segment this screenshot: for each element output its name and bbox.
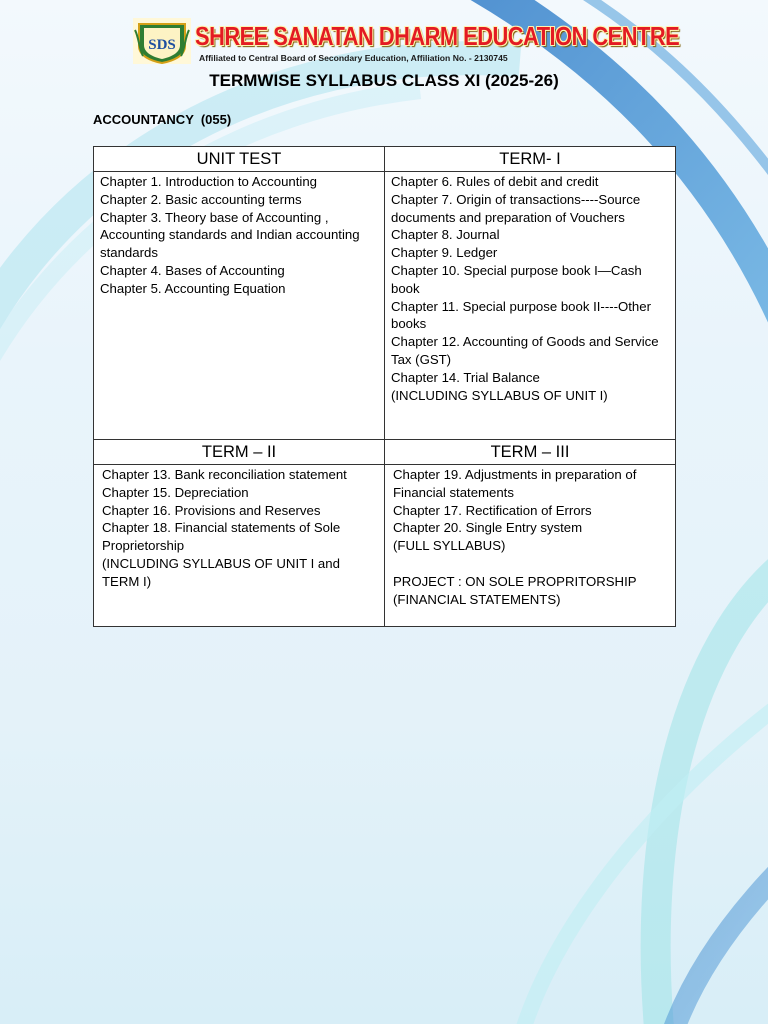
school-name: SHREE SANATAN DHARM EDUCATION CENTRE xyxy=(195,21,680,51)
list-item: Chapter 18. Financial statements of Sole Proprietorship xyxy=(102,520,341,554)
list-item: Chapter 20. Single Entry system xyxy=(393,520,583,536)
table-header-row xyxy=(94,147,676,172)
table-header-row xyxy=(94,440,676,465)
term-3-cell xyxy=(385,465,676,627)
list-item: Chapter 8. Journal xyxy=(391,227,500,243)
list-item: Chapter 17. Rectification of Errors xyxy=(393,502,592,518)
list-item: Chapter 1. Introduction to Accounting xyxy=(100,174,318,189)
term-2-cell xyxy=(94,465,385,627)
list-item: (INCLUDING SYLLABUS OF UNIT I and TERM I) xyxy=(102,555,340,589)
list-item: Chapter 13. Bank reconciliation statement xyxy=(102,467,347,482)
school-logo xyxy=(133,18,191,64)
list-item: Chapter 16. Provisions and Reserves xyxy=(102,502,321,518)
syllabus-table xyxy=(93,146,676,627)
school-header xyxy=(133,18,680,64)
affiliation-line: Affiliated to Central Board of Secondary Education, Affiliation No. - 2130745 xyxy=(199,53,508,63)
header-unit-test: UNIT TEST xyxy=(94,147,385,172)
document-title: TERMWISE SYLLABUS CLASS XI (2025-26) xyxy=(209,71,559,90)
list-item: Chapter 3. Theory base of Accounting , Accounting standards and Indian accounting standards xyxy=(100,209,360,261)
header-term-2: TERM – II xyxy=(94,440,385,465)
list-item: Chapter 7. Origin of transactions----Source documents and preparation of Vouchers xyxy=(391,191,641,225)
term-1-cell xyxy=(385,172,676,440)
list-item: Chapter 4. Bases of Accounting xyxy=(100,262,285,278)
table-row xyxy=(94,465,676,627)
list-item: Chapter 6. Rules of debit and credit xyxy=(391,174,599,189)
list-item: Chapter 11. Special purpose book II----Other books xyxy=(391,298,651,332)
list-item: Chapter 14. Trial Balance xyxy=(391,369,540,385)
blank-line xyxy=(393,555,669,573)
subject-heading: ACCOUNTANCY (055) xyxy=(93,112,232,127)
list-item: Chapter 9. Ledger xyxy=(391,245,498,261)
project-line: (FINANCIAL STATEMENTS) xyxy=(393,591,561,607)
list-item: (INCLUDING SYLLABUS OF UNIT I) xyxy=(391,387,608,403)
unit-test-cell xyxy=(94,172,385,440)
list-item: Chapter 10. Special purpose book I—Cash book xyxy=(391,262,642,296)
list-item: Chapter 19. Adjustments in preparation of Financial statements xyxy=(393,467,637,500)
project-line: PROJECT : ON SOLE PROPRITORSHIP xyxy=(393,573,637,589)
list-item: Chapter 12. Accounting of Goods and Service Tax (GST) xyxy=(391,334,659,367)
table-row xyxy=(94,172,676,440)
header-term-3: TERM – III xyxy=(385,440,676,465)
list-item: (FULL SYLLABUS) xyxy=(393,538,506,554)
list-item: Chapter 15. Depreciation xyxy=(102,484,249,500)
list-item: Chapter 2. Basic accounting terms xyxy=(100,191,302,207)
logo-letters: SDS xyxy=(148,37,176,53)
list-item: Chapter 5. Accounting Equation xyxy=(100,280,286,296)
header-term-1: TERM- I xyxy=(385,147,676,172)
